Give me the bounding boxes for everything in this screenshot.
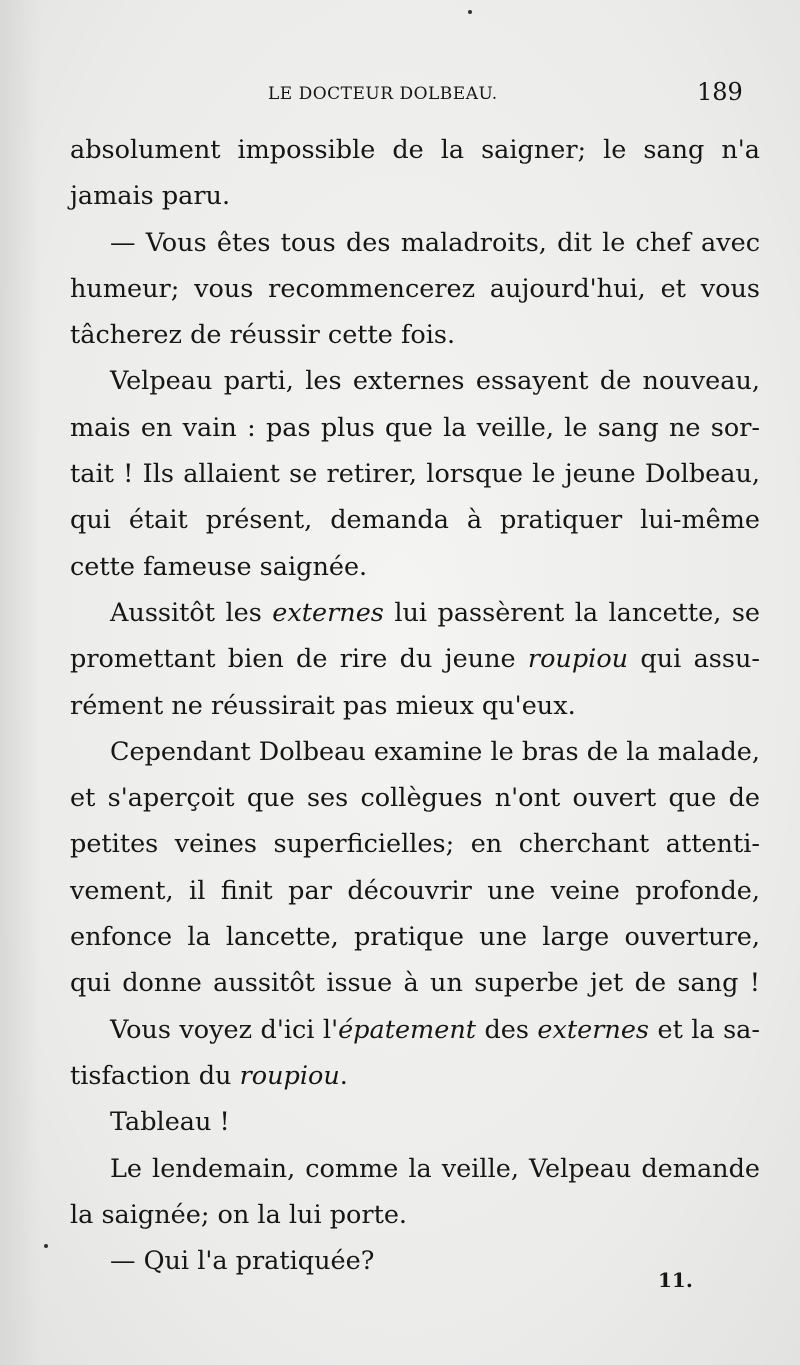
text-segment: la saignée; on la lui porte. [70, 1199, 408, 1230]
text-line [70, 358, 760, 404]
signature-mark: 11. [658, 1268, 693, 1292]
text-segment: vement, il finit par découvrir une veine profonde, [70, 875, 760, 906]
text-line [70, 220, 760, 266]
text-segment: qui était présent, demanda à pratiquer lui-même [70, 505, 760, 536]
text-line [70, 127, 760, 173]
text-segment: Velpeau parti, les externes essayent de nouveau, [110, 366, 760, 397]
body-text [70, 127, 760, 1284]
text-segment: jamais paru. [70, 181, 231, 212]
text-segment: petites veines superficielles; en cherchant attenti- [70, 829, 760, 860]
text-segment: et s'aperçoit que ses collègues n'ont ouvert que de [70, 783, 760, 814]
page-number: 189 [697, 78, 743, 106]
italic-text-segment: externes [537, 1014, 650, 1045]
text-line [70, 1007, 760, 1053]
text-line [70, 1053, 760, 1099]
text-segment: Tableau ! [110, 1107, 230, 1138]
text-segment: des [476, 1014, 538, 1045]
italic-text-segment: épatement [338, 1014, 476, 1045]
text-segment: Vous voyez d'ici l' [110, 1014, 339, 1045]
print-speck [44, 1244, 48, 1248]
text-segment: — Vous êtes tous des maladroits, dit le chef avec [110, 227, 760, 258]
italic-text-segment: roupiou [239, 1060, 340, 1091]
text-segment: qui donne aussitôt issue à un superbe jet de sang ! [70, 968, 760, 999]
text-line [70, 1099, 760, 1145]
text-line [70, 544, 760, 590]
text-segment: tait ! Ils allaient se retirer, lorsque le jeune Dolbeau, [70, 459, 760, 490]
text-segment: absolument impossible de la saigner; le sang n'a [70, 135, 760, 165]
text-line [70, 683, 760, 729]
text-segment: . [339, 1060, 348, 1091]
text-segment: et la sa- [649, 1014, 760, 1045]
text-line [70, 266, 760, 312]
text-segment: Cependant Dolbeau examine le bras de la malade, [110, 736, 760, 767]
text-line [70, 451, 760, 497]
text-segment: cette fameuse saignée. [70, 551, 368, 582]
running-head: LE DOCTEUR DOLBEAU. [268, 84, 498, 104]
text-segment: — Qui l'a pratiquée? [110, 1246, 375, 1277]
text-segment: Le lendemain, comme la veille, Velpeau demande [110, 1153, 760, 1184]
text-line [70, 636, 760, 682]
text-segment: promettant bien de rire du jeune [70, 644, 528, 675]
text-line [70, 960, 760, 1006]
text-segment: qui assu- [628, 644, 760, 675]
text-line [70, 868, 760, 914]
text-segment: tâcherez de réussir cette fois. [70, 320, 456, 351]
italic-text-segment: roupiou [527, 644, 629, 675]
text-segment: enfonce la lancette, pratique une large ouverture, [70, 922, 760, 953]
text-line [70, 173, 760, 219]
text-line [70, 590, 760, 636]
text-line [70, 497, 760, 543]
text-line [70, 312, 760, 358]
text-line [70, 1192, 760, 1238]
text-segment: lui passèrent la lancette, se [383, 597, 760, 628]
text-line [70, 1146, 760, 1192]
text-line [70, 1238, 760, 1284]
text-segment: Aussitôt les [110, 597, 273, 628]
print-speck [468, 10, 472, 14]
text-segment: mais en vain : pas plus que la veille, le sang ne sor- [70, 412, 760, 443]
text-line [70, 821, 760, 867]
text-segment: rément ne réussirait pas mieux qu'eux. [70, 690, 576, 721]
text-line [70, 729, 760, 775]
text-line [70, 775, 760, 821]
italic-text-segment: externes [272, 597, 384, 628]
text-segment: tisfaction du [70, 1060, 240, 1091]
text-segment: humeur; vous recommencerez aujourd'hui, et vous [70, 273, 760, 304]
gutter-shadow [0, 0, 40, 1365]
text-line [70, 914, 760, 960]
text-line [70, 405, 760, 451]
